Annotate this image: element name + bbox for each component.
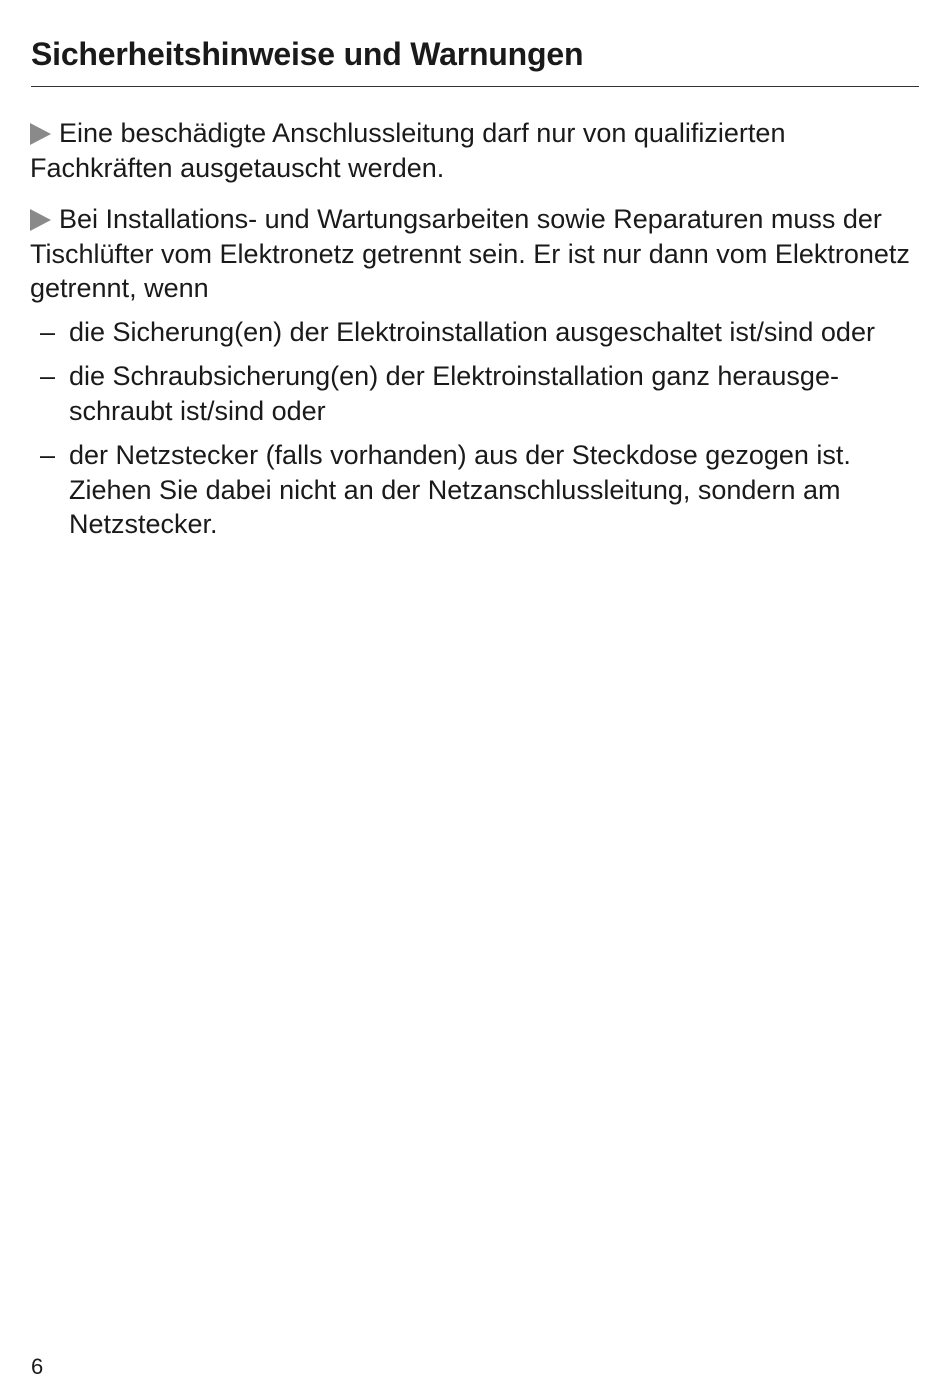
safety-content	[30, 116, 910, 552]
triangle-arrow-icon	[30, 123, 51, 145]
condition-list	[30, 315, 910, 542]
warning-text: Bei Installations- und Wartungsarbeiten sowie Reparaturen muss der Tischlüfter vom Elektronetz getrennt sein. Er ist nur dann vom Elektronetz getrennt, wenn	[30, 204, 910, 303]
condition-text: die Schraubsicherung(en) der Elektroinstallation ganz herausge- schraubt ist/sind oder	[69, 361, 839, 426]
page-number: 6	[31, 1354, 44, 1379]
triangle-arrow-icon	[30, 209, 51, 231]
warning-paragraph	[30, 116, 910, 185]
warning-paragraph	[30, 202, 910, 306]
dash-bullet: –	[40, 316, 56, 347]
warning-text: Eine beschädigte Anschlussleitung darf nur von qualifizierten Fachkräften ausgetauscht werden.	[30, 118, 786, 183]
page-title: Sicherheitshinweise und Warnungen	[31, 36, 584, 72]
list-item	[30, 315, 910, 350]
list-item	[30, 359, 910, 428]
title-divider	[31, 86, 919, 87]
dash-bullet: –	[40, 361, 56, 391]
condition-text: der Netzstecker (falls vorhanden) aus der Steckdose gezogen ist. Ziehen Sie dabei nicht an der Netzanschlussleitung, sondern am Netzstecker.	[69, 440, 851, 539]
condition-text: die Sicherung(en) der Elektroinstallation ausgeschaltet ist/sind oder	[69, 316, 875, 347]
list-item	[30, 438, 910, 542]
dash-bullet: –	[40, 440, 56, 470]
